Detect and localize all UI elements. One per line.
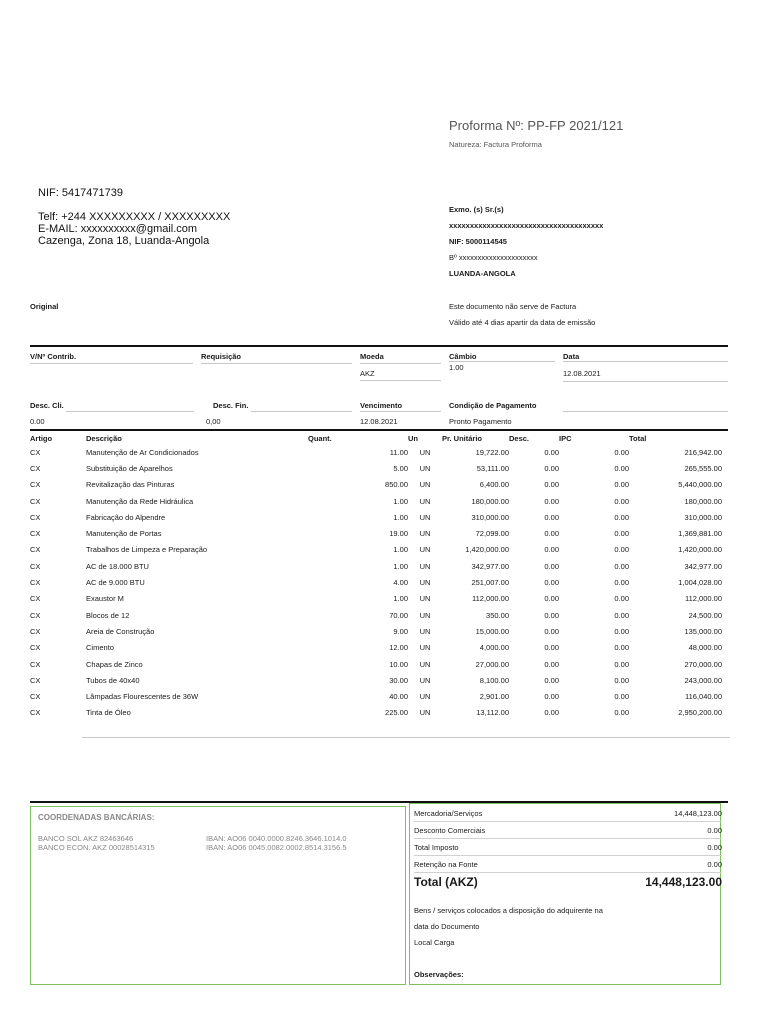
col-ipc: IPC [559,433,572,443]
client-bairro: Bº xxxxxxxxxxxxxxxxxxxxx [449,253,538,262]
table-cell: Cimento [86,643,114,653]
divider [82,737,730,738]
totals-row [414,839,722,856]
bank-title: COORDENADAS BANCÁRIAS: [38,813,155,822]
client-salutation: Exmo. (s) Sr.(s) [449,205,504,214]
table-cell: UN [419,496,431,506]
table-cell: CX [30,529,41,539]
imposto-value: 0.00 [562,839,722,856]
moeda-label: Moeda [360,352,384,361]
table-cell: 72,099.00 [475,529,509,539]
table-cell: UN [419,463,431,473]
table-cell: 0.00 [544,626,559,636]
table-cell: 0.00 [544,463,559,473]
table-cell: 0.00 [614,594,629,604]
client-nif: NIF: 5000114545 [449,237,507,246]
table-cell: 1,420,000.00 [678,545,722,555]
table-cell: 40.00 [389,692,408,702]
table-cell: 27,000.00 [475,659,509,669]
table-cell: CX [30,496,41,506]
document-note: Este documento não serve de Factura [449,302,577,311]
table-cell: 0.00 [614,643,629,653]
table-cell: 0.00 [544,708,559,718]
table-cell: 0.00 [544,561,559,571]
table-cell: 24,500.00 [688,610,722,620]
bank2-iban: IBAN: AO06 0045.0082.0002.8514.3156.5 [206,843,347,852]
observacoes-label: Observações: [414,970,464,979]
table-cell: 1.00 [393,561,408,571]
desc-cli-label: Desc. Cli. [30,401,64,410]
table-row [30,493,730,509]
table-cell: 10.00 [389,659,408,669]
divider [66,411,194,412]
table-cell: 1,004,028.00 [678,578,722,588]
table-cell: CX [30,692,41,702]
condicao-value: Pronto Pagamento [449,417,512,426]
table-cell: 243,000.00 [684,675,722,685]
table-row [30,623,730,639]
table-cell: 310,000.00 [684,512,722,522]
col-preco: Pr. Unitário [442,433,483,443]
table-cell: UN [419,675,431,685]
table-cell: 0.00 [614,545,629,555]
table-row [30,574,730,590]
table-row [30,688,730,704]
data-label: Data [563,352,580,361]
totals-row [414,822,722,839]
divider [563,381,728,382]
col-quant: Quant. [308,433,332,443]
table-cell: UN [419,708,431,718]
client-name: xxxxxxxxxxxxxxxxxxxxxxxxxxxxxxxxxxxxx [449,221,604,230]
bens-note-1: Bens / serviços colocados a disposição do adquirente na [414,906,603,915]
divider [30,429,728,431]
table-cell: 1,369,881.00 [678,529,722,539]
col-un: Un [408,433,418,443]
requisicao-label: Requisição [201,352,242,361]
retencao-value: 0.00 [562,856,722,873]
items-table [30,432,730,721]
table-cell: 0.00 [614,626,629,636]
desc-cli-value: 0.00 [30,417,45,426]
table-cell: 12.00 [389,643,408,653]
table-cell: UN [419,659,431,669]
table-cell: 310,000.00 [471,512,509,522]
table-cell: 13,112.00 [476,708,509,718]
table-cell: 0.00 [614,675,629,685]
divider [201,363,352,364]
totals-row [414,856,722,873]
desc-fin-label: Desc. Fin. [213,401,249,410]
table-cell: 180,000.00 [684,496,722,506]
desc-fin-value: 0,00 [206,417,221,426]
table-cell: 112,000.00 [685,594,722,604]
client-city: LUANDA-ANGOLA [449,269,516,278]
table-cell: 1.00 [393,496,408,506]
table-cell: 0.00 [544,594,559,604]
divider [251,411,352,412]
table-cell: Chapas de Zinco [86,659,143,669]
table-cell: 0.00 [544,496,559,506]
table-cell: CX [30,675,41,685]
col-desc: Desc. [509,433,530,443]
bank1-name: BANCO SOL AKZ 82463646 [38,834,134,843]
totals-table [414,805,722,891]
table-cell: CX [30,626,41,636]
table-cell: UN [419,447,431,457]
table-cell: 2,950,200.00 [678,708,722,718]
divider [360,380,441,381]
table-cell: 19.00 [389,529,408,539]
table-cell: AC de 9.000 BTU [86,578,145,588]
table-cell: 53,111.00 [476,463,509,473]
table-cell: 0.00 [544,512,559,522]
table-cell: 11.00 [389,447,408,457]
table-row [30,705,730,721]
table-cell: 342,977.00 [471,561,509,571]
table-cell: Lâmpadas Flourescentes de 36W [86,692,199,702]
table-cell: 112,000.00 [472,594,509,604]
table-cell: Manutenção de Ar Condicionados [86,447,199,457]
table-cell: UN [419,692,431,702]
table-cell: 0.00 [544,659,559,669]
table-cell: 135,000.00 [684,626,722,636]
table-row [30,640,730,656]
table-cell: UN [419,529,431,539]
company-phone: Telf: +244 XXXXXXXXX / XXXXXXXXX [38,211,231,223]
table-cell: Exaustor M [86,594,124,604]
table-cell: 251,007.00 [471,578,509,588]
table-cell: CX [30,480,41,490]
bank1-iban: IBAN: AO06 0040.0000.8246.3646.1014.0 [206,834,347,843]
divider [360,363,441,364]
table-row [30,591,730,607]
divider [449,361,555,362]
table-cell: CX [30,512,41,522]
table-cell: Blocos de 12 [86,610,130,620]
table-cell: 0.00 [614,447,629,457]
company-email: E-MAIL: xxxxxxxxxx@gmail.com [38,223,198,235]
table-cell: 0.00 [544,610,559,620]
table-cell: CX [30,561,41,571]
divider [563,411,728,412]
table-cell: 1.00 [393,545,408,555]
table-cell: 0.00 [614,610,629,620]
bank2-name: BANCO ECON. AKZ 00028514315 [38,843,155,852]
table-cell: CX [30,578,41,588]
divider [360,411,441,412]
table-cell: Tubos de 40x40 [86,675,140,685]
table-cell: 1,420,000.00 [465,545,509,555]
table-cell: AC de 18.000 BTU [86,561,149,571]
table-row [30,656,730,672]
table-row [30,460,730,476]
table-cell: CX [30,610,41,620]
bank-details-box [30,806,406,985]
table-cell: 15,000.00 [475,626,509,636]
table-cell: 350.00 [486,610,509,620]
table-cell: 0.00 [614,561,629,571]
table-cell: UN [419,643,431,653]
table-cell: Substituição de Aparelhos [86,463,173,473]
table-cell: 216,942.00 [684,447,722,457]
merc-value: 14,448,123.00 [562,805,722,822]
table-cell: CX [30,659,41,669]
table-cell: 0.00 [614,512,629,522]
local-carga: Local Carga [414,938,455,947]
table-cell: 9.00 [393,626,408,636]
table-cell: 4,000.00 [479,643,509,653]
table-cell: 1.00 [393,594,408,604]
table-cell: 0.00 [614,692,629,702]
table-row [30,542,730,558]
table-cell: CX [30,447,41,457]
table-cell: Tinta de Óleo [86,708,131,718]
table-cell: UN [419,578,431,588]
table-cell: 70.00 [389,610,408,620]
table-cell: Manutenção da Rede Hidráulica [86,496,194,506]
table-cell: 0.00 [614,578,629,588]
table-cell: 6,400.00 [479,480,509,490]
col-artigo: Artigo [30,433,53,443]
table-cell: 342,977.00 [684,561,722,571]
table-cell: CX [30,594,41,604]
table-cell: 4.00 [393,578,408,588]
table-cell: 0.00 [544,643,559,653]
table-cell: Manutenção de Portas [86,529,162,539]
table-cell: 0.00 [544,529,559,539]
table-cell: 0.00 [614,463,629,473]
table-cell: UN [419,480,431,490]
validity-note: Válido até 4 dias apartir da data de emissão [449,318,596,327]
table-cell: 8,100.00 [479,675,509,685]
document-title: Proforma Nº: PP-FP 2021/121 [449,118,624,133]
table-cell: 0.00 [614,659,629,669]
table-cell: 0.00 [544,675,559,685]
table-cell: CX [30,708,41,718]
table-cell: 116,040.00 [685,692,722,702]
table-cell: 0.00 [544,692,559,702]
retencao-label: Retenção na Fonte [414,856,562,873]
table-cell: 225.00 [385,708,408,718]
table-cell: UN [419,512,431,522]
table-cell: Areia de Construção [86,626,155,636]
table-cell: 48,000.00 [688,643,722,653]
table-cell: 0.00 [544,545,559,555]
table-cell: CX [30,643,41,653]
divider [30,363,193,364]
desc-value: 0.00 [562,822,722,839]
table-row [30,672,730,688]
vn-label: V/Nº Contrib. [30,352,77,361]
table-cell: 19,722.00 [475,447,509,457]
table-row [30,509,730,525]
table-cell: 5.00 [393,463,408,473]
totals-row [414,805,722,822]
table-cell: 0.00 [614,480,629,490]
total-value: 14,448,123.00 [645,875,722,889]
total-label: Total (AKZ) [414,875,478,889]
table-cell: Revitalização das Pinturas [86,480,175,490]
table-cell: UN [419,610,431,620]
company-nif: NIF: 5417471739 [38,187,124,199]
imposto-label: Total Imposto [414,839,562,856]
table-cell: 5,440,000.00 [678,480,722,490]
divider [30,345,728,347]
document-nature: Natureza: Factura Proforma [449,140,542,149]
table-cell: CX [30,545,41,555]
table-cell: CX [30,463,41,473]
table-cell: Trabalhos de Limpeza e Preparação [86,545,208,555]
table-row [30,444,730,460]
data-value: 12.08.2021 [563,369,601,378]
cambio-label: Câmbio [449,352,477,361]
table-cell: 265,555.00 [684,463,722,473]
company-address: Cazenga, Zona 18, Luanda-Angola [38,235,210,247]
moeda-value: AKZ [360,369,375,378]
table-cell: Fabricação do Alpendre [86,512,166,522]
table-cell: 0.00 [544,480,559,490]
bens-note-2: data do Documento [414,922,480,931]
col-total: Total [629,433,647,443]
table-cell: 1.00 [393,512,408,522]
table-cell: 0.00 [614,496,629,506]
table-cell: UN [419,545,431,555]
vencimento-label: Vencimento [360,401,403,410]
table-cell: 0.00 [614,529,629,539]
table-row [30,558,730,574]
merc-label: Mercadoria/Serviços [414,805,562,822]
condicao-label: Condição de Pagamento [449,401,537,410]
table-cell: UN [419,561,431,571]
table-cell: 30.00 [389,675,408,685]
desc-label: Desconto Comerciais [414,822,562,839]
table-cell: UN [419,594,431,604]
vencimento-value: 12.08.2021 [360,417,398,426]
table-cell: 270,000.00 [684,659,722,669]
table-cell: 850.00 [385,480,408,490]
table-header [30,432,730,444]
table-row [30,477,730,493]
col-descricao: Descrição [86,433,122,443]
table-row [30,525,730,541]
table-row [30,607,730,623]
table-cell: UN [419,626,431,636]
table-cell: 0.00 [544,447,559,457]
copy-label: Original [30,302,59,311]
grand-total-row [414,873,722,892]
table-cell: 180,000.00 [471,496,509,506]
cambio-value: 1.00 [449,363,464,372]
table-cell: 0.00 [614,708,629,718]
table-cell: 0.00 [544,578,559,588]
table-cell: 2,901.00 [479,692,509,702]
divider [563,361,728,362]
